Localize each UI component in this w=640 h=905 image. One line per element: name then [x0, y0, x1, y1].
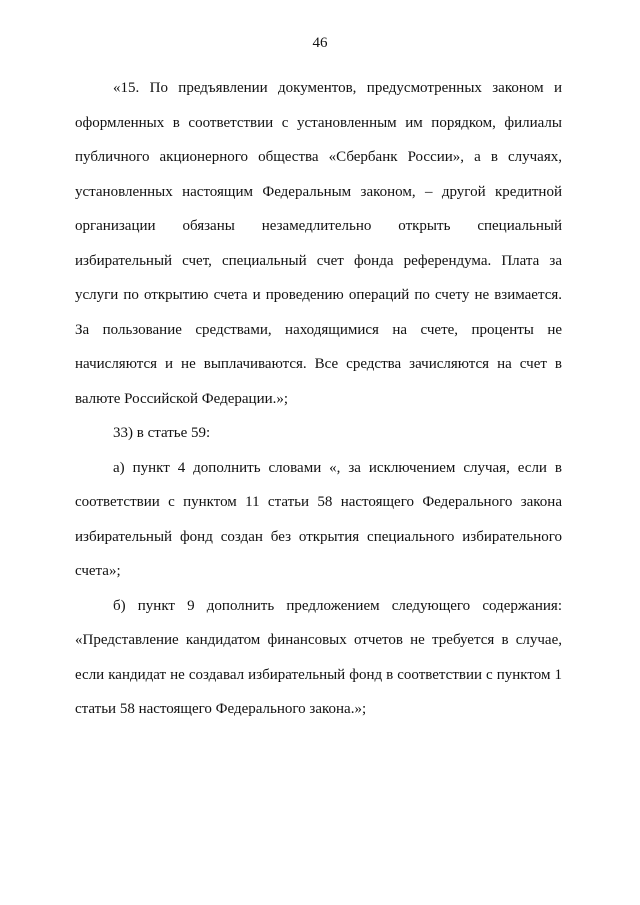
paragraph-item-33: 33) в статье 59:: [113, 425, 211, 441]
paragraph-subitem-b: б) пункт 9 дополнить предложением следующего содержания: «Представление кандидатом финансовых отчетов не требуется в случае, если кандидат не создавал избирательный фонд в соответствии с пунктом 1 статьи 58 настоящего Федерального закона.»;: [75, 597, 562, 717]
page-number: 46: [312, 35, 328, 51]
paragraph-subitem-a: а) пункт 4 дополнить словами «, за исключением случая, если в соответствии с пунктом 11 статьи 58 настоящего Федерального закона избирательный фонд создан без открытия специального избирательного счета»;: [75, 459, 562, 579]
document-body: [75, 71, 562, 727]
paragraph-item-15: «15. По предъявлении документов, предусмотренных законом и оформленных в соответствии с установленным им порядком, филиалы публичного акционерного общества «Сбербанк России», а в случаях, установленных настоящим Федеральным законом, – другой кредитной организации обязаны незамедлительно открыть специальный избирательный счет, специальный счет фонда референдума. Плата за услуги по открытию счета и проведению операций по счету не взимается. За пользование средствами, находящимися на счете, проценты не начисляются и не выплачиваются. Все средства зачисляются на счет в валюте Российской Федерации.»;: [75, 80, 562, 407]
